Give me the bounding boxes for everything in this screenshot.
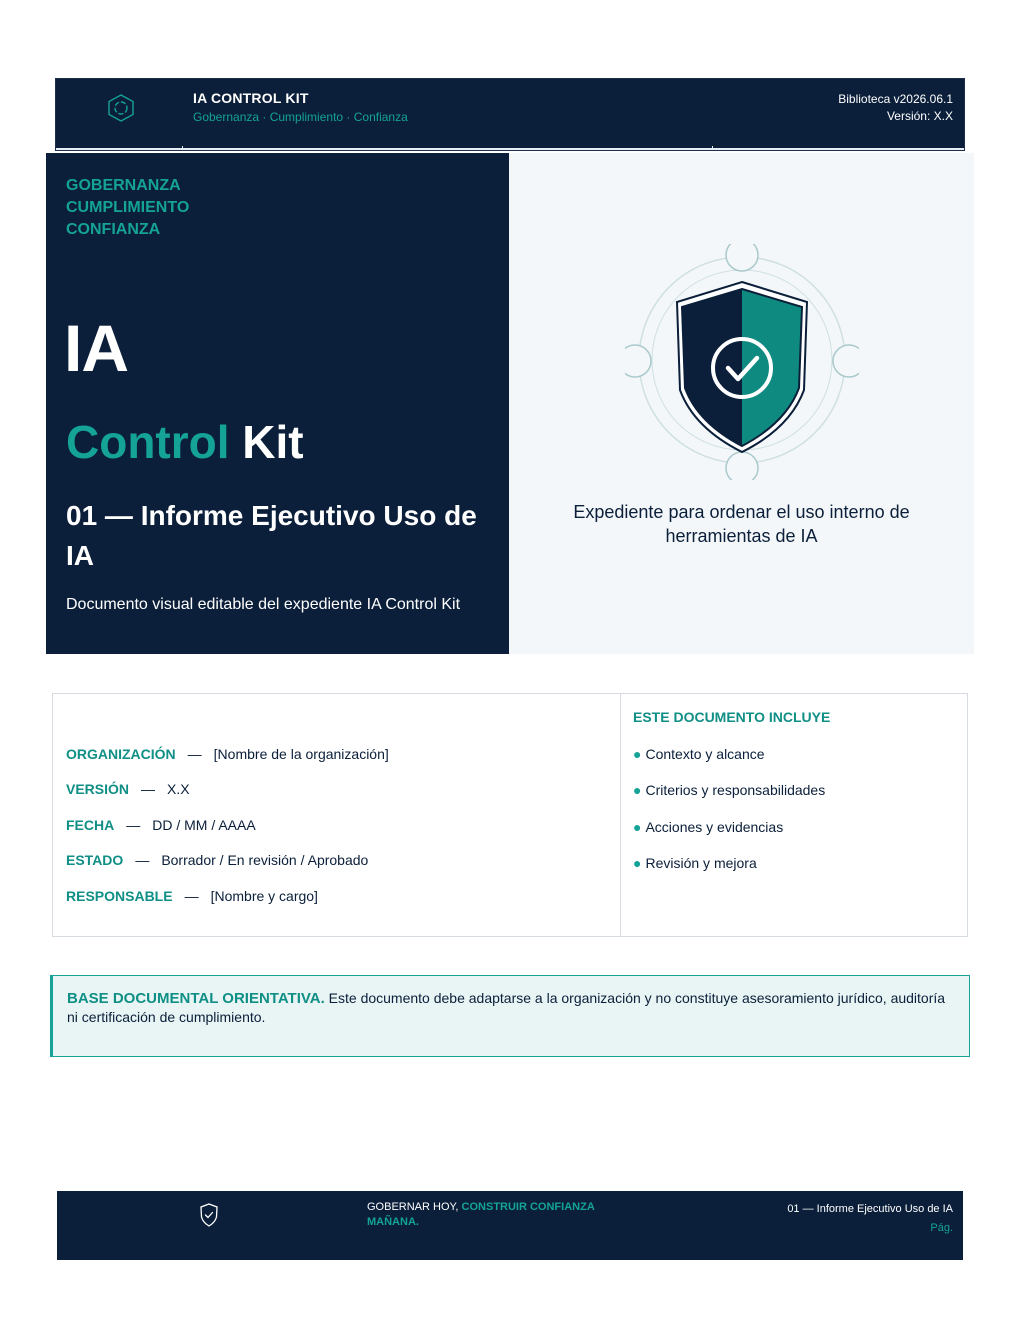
- field-dash: —: [126, 817, 141, 833]
- library-version: Biblioteca v2026.06.1: [838, 92, 953, 106]
- bullet-icon: ●: [633, 746, 642, 762]
- info-divider: [620, 694, 621, 936]
- hero-panel: [46, 153, 509, 654]
- brand-title: [66, 415, 304, 469]
- field-dash: —: [187, 746, 202, 762]
- header-meta: [838, 91, 953, 125]
- bullet-icon: ●: [633, 819, 642, 835]
- list-item-label: Contexto y alcance: [645, 746, 765, 762]
- disclaimer-notice: [50, 975, 970, 1057]
- document-info-box: [52, 693, 968, 937]
- brand-control: Control: [66, 416, 230, 468]
- field-dash: —: [135, 852, 150, 868]
- hero-tags: [66, 175, 189, 241]
- header-tick: [182, 146, 183, 150]
- hexagon-logo-icon: [106, 93, 136, 123]
- list-item: [633, 855, 757, 871]
- hero-caption: Expediente para ordenar el uso interno de herramientas de IA: [573, 502, 910, 546]
- hero-big-title: IA: [64, 311, 128, 385]
- list-item: [633, 819, 783, 835]
- disclaimer-body: Este documento debe adaptarse a la organización y no constituye asesoramiento jurídico, auditoría ni certificación de cumplimiento.: [67, 990, 946, 1025]
- document-title: 01 — Informe Ejecutivo Uso de IA: [66, 500, 477, 571]
- list-item-label: Acciones y evidencias: [645, 819, 784, 835]
- page-footer: [57, 1191, 963, 1260]
- document-version: Versión: X.X: [886, 109, 953, 123]
- shield-check-icon: [198, 1202, 220, 1228]
- page-header: [55, 78, 965, 151]
- bullet-icon: ●: [633, 855, 642, 871]
- list-item-label: Revisión y mejora: [645, 855, 757, 871]
- field-value: X.X: [167, 781, 190, 797]
- field-fecha: [66, 817, 256, 833]
- tag-cumplimiento: CUMPLIMIENTO: [66, 199, 190, 216]
- footer-motto: [367, 1200, 627, 1230]
- field-organizacion: [66, 746, 389, 762]
- page-number: Pág.: [930, 1222, 953, 1234]
- hero-illustration-panel: [509, 153, 974, 654]
- field-label: VERSIÓN: [66, 781, 130, 797]
- field-label: FECHA: [66, 817, 115, 833]
- shield-check-icon: [622, 240, 862, 485]
- header-rule: [56, 148, 964, 150]
- disclaimer-heading: BASE DOCUMENTAL ORIENTATIVA.: [67, 990, 325, 1007]
- footer-meta: [787, 1200, 953, 1238]
- field-label: RESPONSABLE: [66, 888, 173, 904]
- bullet-icon: ●: [633, 782, 642, 798]
- footer-doc-ref: 01 — Informe Ejecutivo Uso de IA: [787, 1203, 953, 1215]
- field-estado: [66, 852, 368, 868]
- field-value: Borrador / En revisión / Aprobado: [161, 852, 369, 868]
- disclaimer-text: [67, 989, 947, 1027]
- document-subtitle: Documento visual editable del expediente IA Control Kit: [66, 596, 461, 613]
- header-subtitle: Gobernanza · Cumplimiento · Confianza: [193, 110, 408, 124]
- field-dash: —: [184, 888, 199, 904]
- field-version: [66, 781, 190, 797]
- field-responsable: [66, 888, 318, 904]
- motto-highlight: CONSTRUIR CONFIANZA MAÑANA.: [367, 1201, 595, 1228]
- field-label: ORGANIZACIÓN: [66, 746, 176, 762]
- brand-kit: Kit: [242, 416, 304, 468]
- field-value: DD / MM / AAAA: [152, 817, 256, 833]
- header-title: IA CONTROL KIT: [193, 90, 309, 106]
- tag-gobernanza: GOBERNANZA: [66, 177, 181, 194]
- field-dash: —: [141, 781, 156, 797]
- field-value: [Nombre y cargo]: [210, 888, 318, 904]
- tag-confianza: CONFIANZA: [66, 221, 161, 238]
- list-item: [633, 746, 765, 762]
- includes-heading: ESTE DOCUMENTO INCLUYE: [633, 709, 831, 725]
- list-item-label: Criterios y responsabilidades: [645, 782, 826, 798]
- list-item: [633, 782, 825, 798]
- motto-plain: GOBERNAR HOY,: [367, 1201, 462, 1213]
- field-value: [Nombre de la organización]: [213, 746, 389, 762]
- field-label: ESTADO: [66, 852, 124, 868]
- header-tick: [712, 146, 713, 150]
